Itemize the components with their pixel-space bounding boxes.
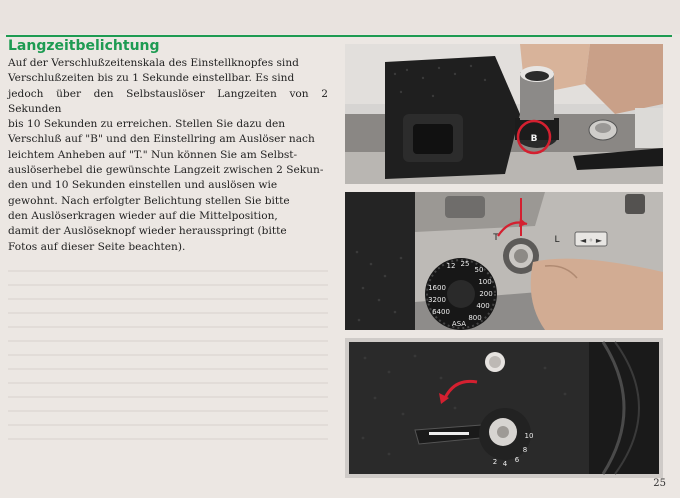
asa-value: 400 (476, 302, 490, 310)
asa-value: 12 (446, 262, 456, 270)
timer-value: 8 (522, 446, 528, 454)
body-paragraph (8, 56, 328, 255)
label-l: L (554, 235, 560, 245)
body-line: Fotos auf dieser Seite beachten). (8, 240, 186, 253)
header-strip (0, 0, 680, 34)
timer-value: 4 (502, 460, 508, 468)
photo-self-timer-lever (345, 338, 663, 478)
asa-value: 100 (478, 278, 492, 286)
timer-value: 10 (524, 432, 534, 440)
green-divider-rule (6, 35, 672, 37)
body-line: leichtem Anheben auf "T." Nun können Sie am Selbst- (8, 148, 298, 161)
body-line: Verschlußzeiten bis zu 1 Sekunde einstellbar. Es sind (8, 72, 295, 85)
body-line: gewohnt. Nach erfolgter Belichtung stellen Sie bitte (8, 194, 290, 207)
bleed-through-texture (8, 262, 328, 452)
section-heading: Langzeitbelichtung (8, 38, 160, 54)
body-line: bis 10 Sekunden zu erreichen. Stellen Sie dazu den (8, 118, 286, 131)
body-line: auslöserhebel die gewünschte Langzeit zwischen 2 Sekun- (8, 164, 324, 177)
body-line: den und 10 Sekunden einstellen und auslösen wie (8, 179, 278, 192)
body-line: damit der Auslöseknopf wieder herausspringt (bitte (8, 225, 287, 238)
dial-letter-b: B (530, 134, 538, 144)
asa-value: 800 (468, 314, 482, 322)
timer-value: 2 (492, 458, 498, 466)
body-line: den Auslöserkragen wieder auf die Mittelposition, (8, 209, 278, 222)
body-line: Auf der Verschlußzeitenskala des Einstellknopfes sind (8, 57, 299, 69)
page-number: 25 (653, 478, 666, 489)
asa-value: 6400 (432, 308, 450, 316)
body-line: jedoch über den Selbstauslöser Langzeiten von 2 Sekunden (8, 87, 328, 115)
asa-value: 200 (479, 290, 493, 298)
asa-label: ASA (451, 320, 467, 328)
asa-value: 25 (460, 260, 470, 268)
photo-shutter-dial (345, 44, 663, 184)
photo-release-collar (345, 192, 663, 330)
timer-value: 6 (514, 456, 520, 464)
asa-value: 1600 (428, 284, 446, 292)
label-t: T (493, 233, 499, 243)
asa-value: 3200 (428, 296, 446, 304)
body-line: Verschluß auf "B" und den Einstellring am Auslöser nach (8, 133, 315, 146)
svg-text:◄ ◦ ►: ◄ ◦ ► (579, 236, 603, 245)
asa-value: 50 (474, 266, 484, 274)
